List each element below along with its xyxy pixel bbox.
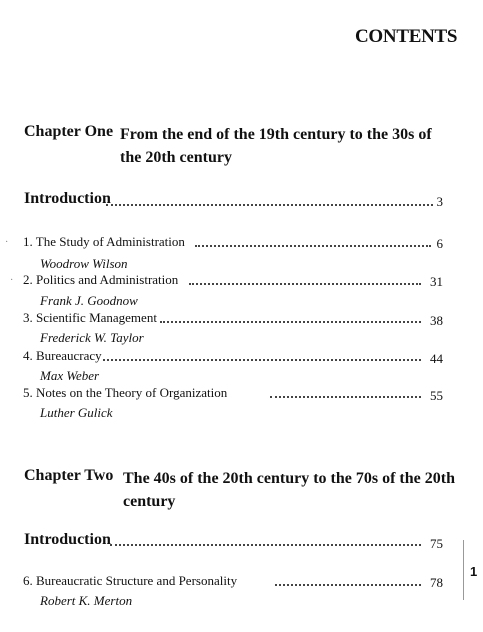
- page-number: 6: [436, 236, 443, 251]
- leader-dots: [106, 203, 433, 206]
- leader-dots: [275, 583, 421, 586]
- chapter-two-title: The 40s of the 20th century to the 70s of the 20th century: [123, 470, 455, 510]
- toc-entry-title: 6. Bureaucratic Structure and Personality: [23, 573, 238, 588]
- toc-entry-title: 2. Politics and Administration: [23, 272, 179, 287]
- page-number: 44: [430, 351, 443, 366]
- leader-dots: [189, 282, 421, 285]
- toc-entry-title: 4. Bureaucracy: [23, 348, 102, 363]
- toc-entry-author: Woodrow Wilson: [40, 256, 128, 271]
- margin-rule: [463, 540, 464, 600]
- page-number: 78: [430, 575, 443, 590]
- leader-dots: [110, 543, 421, 546]
- toc-entry-title: 5. Notes on the Theory of Organization: [23, 385, 228, 400]
- leader-dots: [103, 358, 421, 361]
- chapter-two-label: Chapter Two: [24, 467, 114, 484]
- margin-mark: ·: [5, 237, 9, 248]
- page-number: 38: [430, 313, 443, 328]
- page-folio: 1: [470, 564, 478, 579]
- page-number: 55: [430, 388, 443, 403]
- leader-dots: [270, 395, 421, 398]
- page-number: 75: [430, 536, 443, 551]
- toc-entry-author: Luther Gulick: [40, 405, 113, 420]
- margin-mark: ·: [10, 275, 14, 286]
- toc-entry-author: Max Weber: [40, 368, 100, 383]
- toc-entry-title: 1. The Study of Administration: [23, 234, 185, 249]
- page-number: 31: [430, 274, 443, 289]
- toc-entry-author: Robert K. Merton: [40, 593, 133, 608]
- leader-dots: [160, 320, 421, 323]
- toc-entry-author: Frank J. Goodnow: [40, 293, 138, 308]
- page-number: 3: [436, 194, 443, 209]
- contents-title: CONTENTS: [355, 26, 458, 47]
- leader-dots: [195, 244, 431, 247]
- chapter-one-label: Chapter One: [24, 123, 114, 140]
- chapter-one-title: From the end of the 19th century to the 30s of the 20th century: [120, 126, 432, 166]
- toc-entry-author: Frederick W. Taylor: [40, 330, 144, 345]
- chapter-one-introduction: Introduction: [24, 190, 111, 207]
- toc-entry-title: 3. Scientific Management: [23, 310, 157, 325]
- chapter-two-introduction: Introduction: [24, 531, 111, 548]
